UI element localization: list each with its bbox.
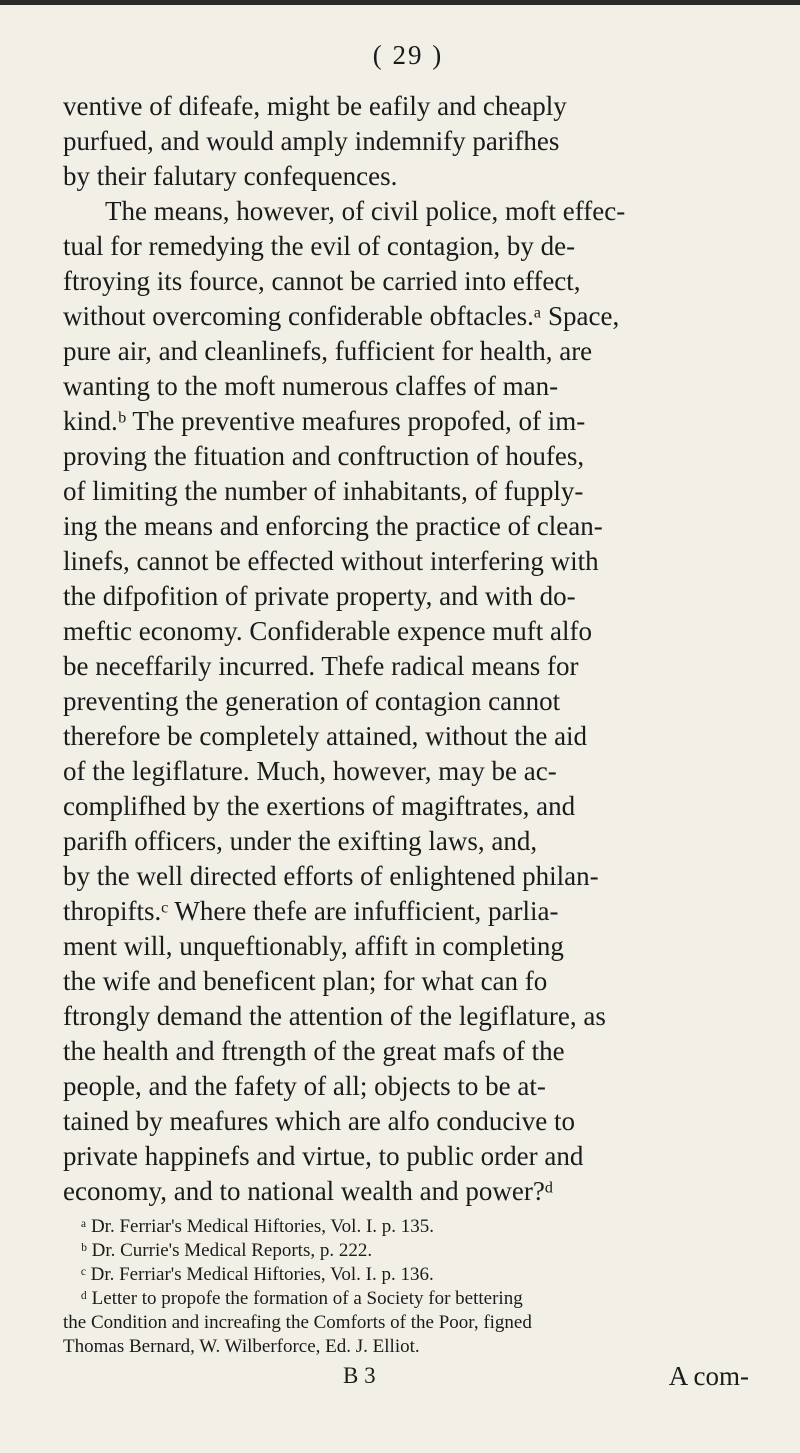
text-line: complifhed by the exertions of magiftrates, and [63, 791, 576, 821]
page-number: ( 29 ) [372, 40, 444, 70]
text-line: tual for remedying the evil of contagion, by de- [63, 231, 576, 261]
text-line: ventive of difeafe, might be eafily and cheaply [63, 91, 567, 121]
text-line: tained by meafures which are alfo conducive to [63, 1106, 576, 1136]
text-line: of the legiflature. Much, however, may be ac- [63, 756, 557, 786]
text-line: ment will, unqueftionably, affift in completing [63, 931, 564, 961]
text-line: meftic economy. Confiderable expence muft alfo [63, 616, 593, 646]
body-text [63, 89, 753, 1209]
footnote-a: ᵃ Dr. Ferriar's Medical Hiftories, Vol. I. p. 135. [81, 1216, 435, 1237]
text-line: purfued, and would amply indemnify parifhes [63, 126, 560, 156]
text-line: ing the means and enforcing the practice of clean- [63, 511, 603, 541]
text-line: be neceffarily incurred. Thefe radical means for [63, 651, 579, 681]
text-line: without overcoming confiderable obftacles.ᵃ Space, [63, 301, 620, 331]
text-line: kind.ᵇ The preventive meafures propofed, of im- [63, 406, 586, 436]
footnote-b: ᵇ Dr. Currie's Medical Reports, p. 222. [81, 1240, 373, 1261]
text-line: linefs, cannot be effected without interfering with [63, 546, 599, 576]
text-line: proving the fituation and conftruction of houfes, [63, 441, 585, 471]
text-line: private happinefs and virtue, to public order and [63, 1141, 584, 1171]
page-foot [63, 1361, 753, 1391]
text-line: wanting to the moft numerous claffes of man- [63, 371, 559, 401]
text-line: therefore be completely attained, without the aid [63, 721, 588, 751]
text-line: preventing the generation of contagion cannot [63, 686, 561, 716]
text-line: the difpofition of private property, and with do- [63, 581, 576, 611]
footnote-d: ᵈ Letter to propofe the formation of a Society for bettering [81, 1288, 523, 1309]
footnotes [63, 1215, 753, 1359]
text-line: pure air, and cleanlinefs, fufficient for health, are [63, 336, 593, 366]
top-rule [0, 0, 800, 5]
text-line: of limiting the number of inhabitants, of fupply- [63, 476, 584, 506]
catchword: A com- [668, 1361, 749, 1391]
text-line: by the well directed efforts of enlightened philan- [63, 861, 599, 891]
text-line: by their falutary confequences. [63, 161, 398, 191]
book-page [63, 40, 753, 1391]
footnote-d-continued: the Condition and increafing the Comforts of the Poor, figned [63, 1312, 532, 1333]
text-line: ftrongly demand the attention of the legiflature, as [63, 1001, 606, 1031]
text-line: thropifts.ᶜ Where thefe are infufficient, parlia- [63, 896, 559, 926]
footnote-c: ᶜ Dr. Ferriar's Medical Hiftories, Vol. I. p. 136. [81, 1264, 434, 1285]
text-line: people, and the fafety of all; objects to be at- [63, 1071, 546, 1101]
footnote-d-continued: Thomas Bernard, W. Wilberforce, Ed. J. Elliot. [63, 1336, 420, 1357]
text-line: the wife and beneficent plan; for what can fo [63, 966, 548, 996]
signature-mark: B 3 [343, 1363, 376, 1388]
text-line: ftroying its fource, cannot be carried into effect, [63, 266, 581, 296]
text-line: the health and ftrength of the great mafs of the [63, 1036, 565, 1066]
paragraph-start-line: The means, however, of civil police, moft effec- [105, 196, 626, 226]
text-line: economy, and to national wealth and power?ᵈ [63, 1176, 554, 1206]
text-line: parifh officers, under the exifting laws, and, [63, 826, 538, 856]
